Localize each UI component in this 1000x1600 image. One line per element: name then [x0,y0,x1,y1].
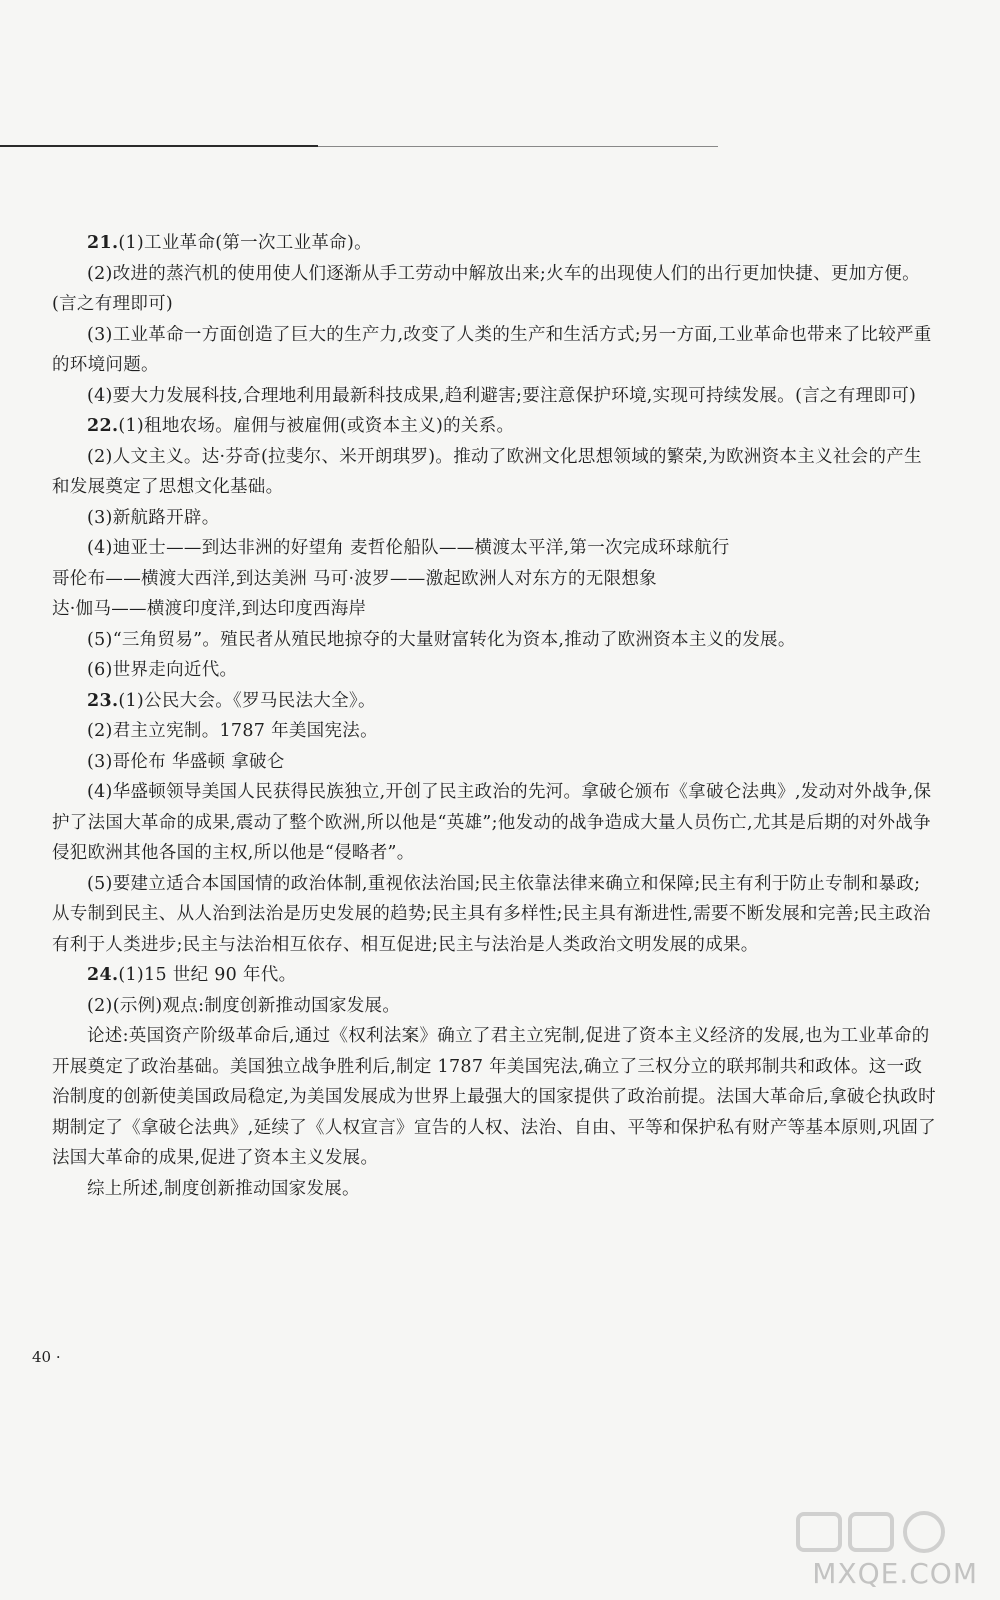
q24-conclusion: 综上所述,制度创新推动国家发展。 [87,1178,360,1199]
q23-line-4: (4)华盛顿领导美国人民获得民族独立,开创了民主政治的先河。拿破仑颁布《拿破仑法典》,发动对外战争,保护了法国大革命的成果,震动了整个欧洲,所以他是“英雄”;他发动的战争造成大量人员伤亡,尤其是后期的对外战争侵犯欧洲其他各国的主权,所以他是“侵略者”。 [52,782,932,863]
q22-line-2: (2)人文主义。达·芬奇(拉斐尔、米开朗琪罗)。推动了欧洲文化思想领域的繁荣,为欧洲资本主义社会的产生和发展奠定了思想文化基础。 [52,446,922,497]
q23-number: 23. [87,690,119,711]
q24-number: 24. [87,965,119,985]
q22-line-4: (4)迪亚士——到达非洲的好望角 麦哲伦船队——横渡太平洋,第一次完成环球航行 [87,538,730,558]
top-rule-light [318,146,718,147]
q24-essay: 论述:英国资产阶级革命后,通过《权利法案》确立了君主立宪制,促进了资本主义经济的发展,也为工业革命的开展奠定了政治基础。美国独立战争胜利后,制定 1787 年美国宪法,确立了三权分立的联邦制共和政体。这一政治制度的创新使美国政局稳定,为美国发展成为世界上最强大的国家提供了政治前提。法国大革命后,拿破仑执政时期制定了《拿破仑法典》,延续了《人权宣言》宣告的人权、法治、自由、平等和保护私有财产等基本原则,巩固了法国大革命的成果,促进了资本主义发展。 [52,1026,936,1168]
answer-content [52,228,938,1204]
page-number: 40 · [32,1348,61,1366]
q21-line-1: 21.(1)工业革命(第一次工业革命)。 [87,233,372,253]
q22-line-1: 22.(1)租地农场。雇佣与被雇佣(或资本主义)的关系。 [87,416,515,436]
q22-line-5: 哥伦布——横渡大西洋,到达美洲 马可·波罗——激起欧洲人对东方的无限想象 [52,568,657,589]
q22-line-6: 达·伽马——横渡印度洋,到达印度西海岸 [52,599,367,619]
q23-line-3: (3)哥伦布 华盛顿 拿破仑 [87,751,285,772]
q22-number: 22. [87,416,119,436]
top-rule [0,145,318,147]
q24-line-1: 24.(1)15 世纪 90 年代。 [87,965,297,985]
watermark-text: MXQE.COM [812,1557,978,1590]
q22-line-8: (6)世界走向近代。 [87,660,238,680]
q22-line-3: (3)新航路开辟。 [87,507,220,528]
q21-line-4: (4)要大力发展科技,合理地利用最新科技成果,趋利避害;要注意保护环境,实现可持续发展。(言之有理即可) [87,385,917,406]
q21-line-2: (2)改进的蒸汽机的使用使人们逐渐从手工劳动中解放出来;火车的出现使人们的出行更加快捷、更加方便。(言之有理即可) [52,263,920,314]
q24-line-2: (2)(示例)观点:制度创新推动国家发展。 [87,995,401,1016]
q21-number: 21. [87,233,119,253]
q23-line-5: (5)要建立适合本国国情的政治体制,重视依法治国;民主依靠法律来确立和保障;民主有利于防止专制和暴政;从专制到民主、从人治到法治是历史发展的趋势;民主具有多样性;民主具有渐进性,需要不断发展和完善;民主政治有利于人类进步;民主与法治相互依存、相互促进;民主与法治是人类政治文明发展的成果。 [52,873,931,955]
q23-line-2: (2)君主立宪制。1787 年美国宪法。 [87,721,378,741]
q23-line-1: 23.(1)公民大会。《罗马民法大全》。 [87,690,376,711]
q21-line-3: (3)工业革命一方面创造了巨大的生产力,改变了人类的生产和生活方式;另一方面,工业革命也带来了比较严重的环境问题。 [52,324,932,375]
q22-line-7: (5)“三角贸易”。殖民者从殖民地掠夺的大量财富转化为资本,推动了欧洲资本主义的发展。 [87,629,796,650]
